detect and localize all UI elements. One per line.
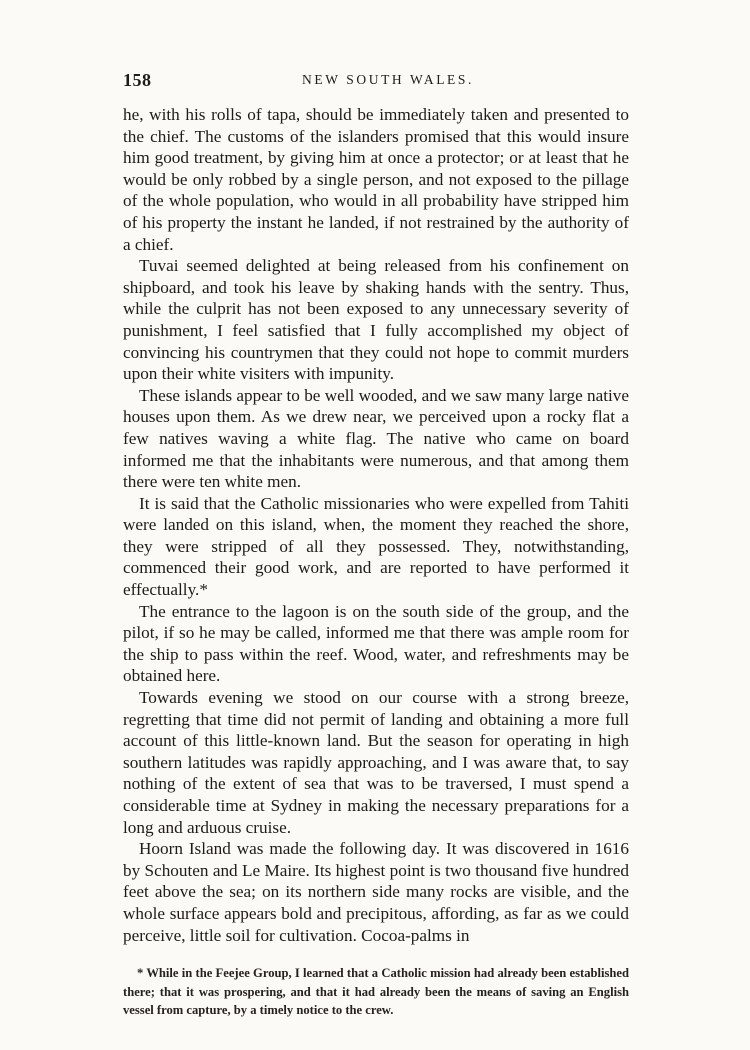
body-text (123, 104, 629, 946)
book-page (123, 70, 629, 1020)
paragraph: Tuvai seemed delighted at being released from his confinement on shipboard, and took his leave by shaking hands with the sentry. Thus, while the culprit has not been exposed to any unnecessary severity of punishment, I feel satisfied that I fully accomplished my object of convincing his countrymen that they could not hope to commit murders upon their white visiters with impunity. (123, 256, 629, 384)
page-header (123, 70, 629, 94)
paragraph: It is said that the Catholic missionaries who were expelled from Tahiti were landed on this island, when, the moment they reached the shore, they were stripped of all they possessed. They, notwithstanding, commenced their good work, and are reported to have performed it effectually.* (123, 493, 629, 600)
paragraph: Hoorn Island was made the following day. It was discovered in 1616 by Schouten and Le Maire. Its highest point is two thousand five hundred feet above the sea; on its northern side many rocks are visible, and the whole surface appears bold and precipitous, affording, as far as we could perceive, little soil for cultivation. Cocoa-palms in (123, 839, 629, 945)
running-title: NEW SOUTH WALES. (302, 72, 474, 87)
paragraph: These islands appear to be well wooded, and we saw many large native houses upon them. As we drew near, we perceived upon a rocky flat a few natives waving a white flag. The native who came on board informed me that the inhabitants were numerous, and that among them there were ten white men. (123, 385, 629, 492)
footnote-area (123, 964, 629, 1020)
page-number: 158 (123, 70, 152, 90)
paragraph: Towards evening we stood on our course with a strong breeze, regretting that time did not permit of landing and obtaining a more full account of this little-known land. But the season for operating in high southern latitudes was rapidly approaching, and I was aware that, to say nothing of the extent of sea that was to be traversed, I must spend a considerable time at Sydney in making the necessary preparations for a long and arduous cruise. (123, 688, 629, 837)
footnote: * While in the Feejee Group, I learned that a Catholic mission had already been established there; that it was prospering, and that it had already been the means of saving an English vessel from capture, by a timely notice to the crew. (123, 966, 629, 1018)
paragraph: The entrance to the lagoon is on the south side of the group, and the pilot, if so he may be called, informed me that there was ample room for the ship to pass within the reef. Wood, water, and refreshments may be obtained here. (123, 601, 629, 686)
paragraph-continued: he, with his rolls of tapa, should be immediately taken and presented to the chief. The customs of the islanders promised that this would insure him good treatment, by giving him at once a protector; or at least that he would be only robbed by a single person, and not exposed to the pillage of the whole population, who would in all probability have stripped him of his property the instant he landed, if not restrained by the authority of a chief. (123, 105, 629, 254)
